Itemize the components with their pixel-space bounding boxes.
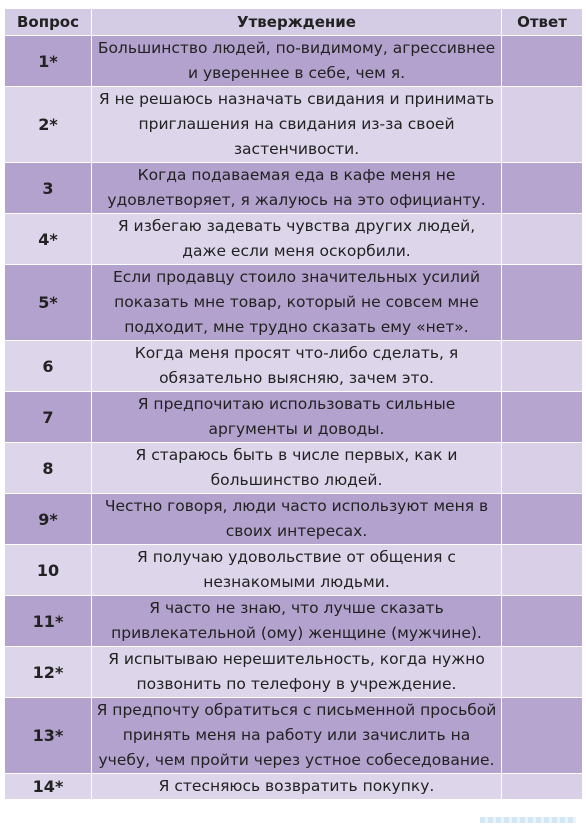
table-row <box>5 774 583 800</box>
questionnaire-table <box>4 8 583 800</box>
question-number: 5* <box>5 265 92 341</box>
question-number: 2* <box>5 87 92 163</box>
statement-text: Если продавцу стоило значительных усилий показать мне товар, который не совсем мне подходит, мне трудно сказать ему «нет». <box>92 265 502 341</box>
table-row <box>5 341 583 392</box>
statement-text: Я предпочитаю использовать сильные аргументы и доводы. <box>92 392 502 443</box>
answer-cell[interactable] <box>502 545 583 596</box>
table-row <box>5 494 583 545</box>
table-row <box>5 265 583 341</box>
answer-cell[interactable] <box>502 698 583 774</box>
question-number: 4* <box>5 214 92 265</box>
answer-cell[interactable] <box>502 36 583 87</box>
question-number: 12* <box>5 647 92 698</box>
question-number: 10 <box>5 545 92 596</box>
header-question: Вопрос <box>5 9 92 36</box>
statement-text: Большинство людей, по-видимому, агрессивнее и увереннее в себе, чем я. <box>92 36 502 87</box>
statement-text: Я предпочту обратиться с письменной просьбой принять меня на работу или зачислить на учебу, чем пройти через устное собеседование. <box>92 698 502 774</box>
table-header-row <box>5 9 583 36</box>
table-row <box>5 87 583 163</box>
statement-text: Я получаю удовольствие от общения с незнакомыми людьми. <box>92 545 502 596</box>
answer-cell[interactable] <box>502 392 583 443</box>
watermark-strip <box>480 817 576 823</box>
table-row <box>5 443 583 494</box>
question-number: 7 <box>5 392 92 443</box>
answer-cell[interactable] <box>502 214 583 265</box>
answer-cell[interactable] <box>502 443 583 494</box>
answer-cell[interactable] <box>502 647 583 698</box>
statement-text: Когда меня просят что-либо сделать, я обязательно выясняю, зачем это. <box>92 341 502 392</box>
header-answer: Ответ <box>502 9 583 36</box>
statement-text: Я стараюсь быть в числе первых, как и большинство людей. <box>92 443 502 494</box>
table-row <box>5 596 583 647</box>
question-number: 11* <box>5 596 92 647</box>
answer-cell[interactable] <box>502 87 583 163</box>
answer-cell[interactable] <box>502 163 583 214</box>
table-row <box>5 392 583 443</box>
question-number: 8 <box>5 443 92 494</box>
answer-cell[interactable] <box>502 265 583 341</box>
statement-text: Я испытываю нерешительность, когда нужно позвонить по телефону в учреждение. <box>92 647 502 698</box>
table-row <box>5 647 583 698</box>
question-number: 13* <box>5 698 92 774</box>
question-number: 9* <box>5 494 92 545</box>
table-row <box>5 698 583 774</box>
question-number: 1* <box>5 36 92 87</box>
statement-text: Я часто не знаю, что лучше сказать привлекательной (ому) женщине (мужчине). <box>92 596 502 647</box>
table-row <box>5 36 583 87</box>
answer-cell[interactable] <box>502 596 583 647</box>
question-number: 14* <box>5 774 92 800</box>
answer-cell[interactable] <box>502 774 583 800</box>
question-number: 6 <box>5 341 92 392</box>
statement-text: Я не решаюсь назначать свидания и принимать приглашения на свидания из-за своей застенчивости. <box>92 87 502 163</box>
question-number: 3 <box>5 163 92 214</box>
table-row <box>5 545 583 596</box>
statement-text: Я избегаю задевать чувства других людей, даже если меня оскорбили. <box>92 214 502 265</box>
statement-text: Я стесняюсь возвратить покупку. <box>92 774 502 800</box>
table-row <box>5 214 583 265</box>
statement-text: Честно говоря, люди часто используют меня в своих интересах. <box>92 494 502 545</box>
answer-cell[interactable] <box>502 494 583 545</box>
table-row <box>5 163 583 214</box>
statement-text: Когда подаваемая еда в кафе меня не удовлетворяет, я жалуюсь на это официанту. <box>92 163 502 214</box>
answer-cell[interactable] <box>502 341 583 392</box>
header-statement: Утверждение <box>92 9 502 36</box>
